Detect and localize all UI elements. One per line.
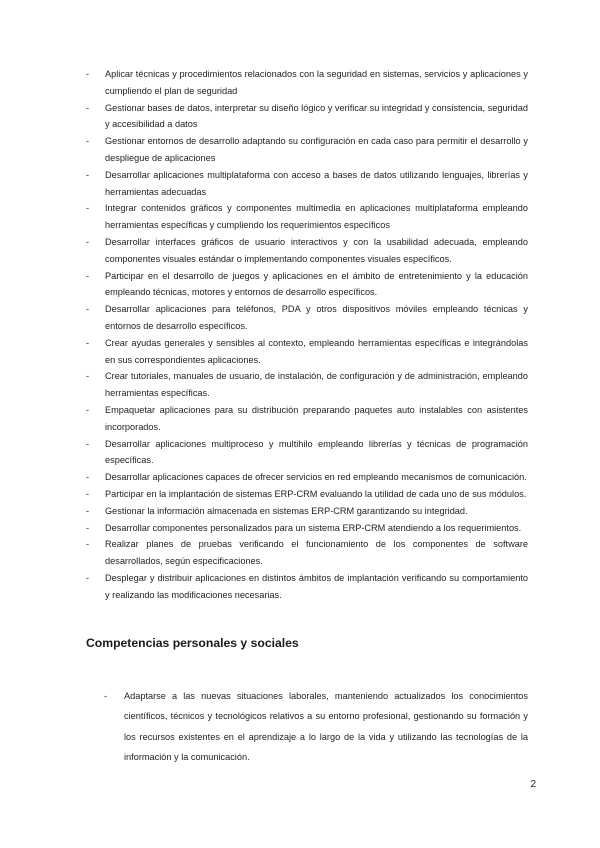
list-item-text: Desarrollar aplicaciones para teléfonos, PDA y otros dispositivos móviles empleando técnicas y entornos de desarrollo específicos. bbox=[105, 304, 528, 331]
list-item-text: Desarrollar aplicaciones capaces de ofrecer servicios en red empleando mecanismos de comunicación. bbox=[105, 472, 527, 483]
list-item bbox=[86, 335, 528, 369]
bullet-dash: - bbox=[86, 572, 90, 583]
bullet-dash: - bbox=[86, 169, 90, 180]
bullet-dash: - bbox=[86, 136, 90, 147]
list-item-text: Desplegar y distribuir aplicaciones en distintos ámbitos de implantación verificando su comportamiento y realizando las modificaciones necesarias. bbox=[105, 572, 528, 600]
bullet-dash: - bbox=[104, 691, 108, 701]
list-item bbox=[86, 536, 528, 570]
list-item bbox=[86, 301, 528, 335]
page-number: 2 bbox=[530, 779, 536, 790]
bullet-dash: - bbox=[86, 102, 90, 113]
list-item-text: Adaptarse a las nuevas situaciones laborales, manteniendo actualizados los conocimientos científicos, técnicos y tecnológicos relativos a su entorno profesional, gestionando su formación y los recursos existentes en el aprendizaje a lo largo de la vida y utilizando las tecnologías de la información y la comunicación. bbox=[124, 691, 528, 762]
list-item-text: Integrar contenidos gráficos y componentes multimedia en aplicaciones multiplataforma empleando herramientas específicas y cumpliendo los requerimientos específicos bbox=[105, 203, 528, 231]
section-heading: Competencias personales y sociales bbox=[86, 636, 299, 650]
bullet-dash: - bbox=[86, 337, 90, 348]
bullet-dash: - bbox=[86, 404, 90, 415]
bullet-dash: - bbox=[86, 522, 90, 533]
list-item bbox=[86, 436, 528, 470]
list-item bbox=[86, 486, 528, 503]
list-item-text: Desarrollar interfaces gráficos de usuario interactivos y con la usabilidad adecuada, empleando componentes visuales estándar o implementando componentes visuales específicos. bbox=[105, 236, 528, 264]
list-item bbox=[86, 520, 528, 537]
bullet-dash: - bbox=[86, 472, 90, 483]
bullet-dash: - bbox=[86, 69, 90, 79]
list-item-text: Desarrollar aplicaciones multiplataforma con acceso a bases de datos utilizando lenguajes, librerías y herramientas adecuadas bbox=[105, 169, 528, 197]
list-item-text: Gestionar bases de datos, interpretar su diseño lógico y verificar su integridad y consistencia, seguridad y accesibilidad a datos bbox=[105, 102, 528, 130]
list-item bbox=[86, 66, 528, 100]
list-item bbox=[86, 200, 528, 234]
list-item-text: Gestionar la información almacenada en sistemas ERP-CRM garantizando su integridad. bbox=[105, 505, 468, 516]
bullet-dash: - bbox=[86, 539, 90, 550]
list-item bbox=[86, 469, 528, 486]
list-item bbox=[86, 100, 528, 134]
bullet-dash: - bbox=[86, 236, 90, 247]
list-item-text: Desarrollar componentes personalizados para un sistema ERP-CRM atendiendo a los requerimientos. bbox=[105, 522, 522, 533]
list-item-text: Desarrollar aplicaciones multiproceso y multihilo empleando librerías y técnicas de programación específicas. bbox=[105, 438, 528, 466]
bullet-dash: - bbox=[86, 270, 90, 281]
bullet-dash: - bbox=[86, 304, 90, 315]
list-item bbox=[86, 570, 528, 604]
list-item-text: Aplicar técnicas y procedimientos relacionados con la seguridad en sistemas, servicios y aplicaciones y cumpliendo el plan de seguridad bbox=[105, 69, 528, 96]
technical-competencies-list bbox=[86, 66, 528, 604]
list-item bbox=[104, 686, 528, 767]
bullet-dash: - bbox=[86, 203, 90, 214]
bullet-dash: - bbox=[86, 505, 90, 516]
list-item bbox=[86, 268, 528, 302]
list-item bbox=[86, 167, 528, 201]
list-item-text: Gestionar entornos de desarrollo adaptando su configuración en cada caso para permitir el desarrollo y despliegue de aplicaciones bbox=[105, 136, 528, 163]
list-item-text: Realizar planes de pruebas verificando el funcionamiento de los componentes de software desarrollados, según especificaciones. bbox=[105, 539, 528, 567]
list-item bbox=[86, 234, 528, 268]
list-item-text: Empaquetar aplicaciones para su distribución preparando paquetes auto instalables con asistentes incorporados. bbox=[105, 404, 528, 432]
list-item bbox=[86, 133, 528, 167]
bullet-dash: - bbox=[86, 371, 90, 382]
bullet-dash: - bbox=[86, 438, 90, 449]
list-item-text: Participar en la implantación de sistemas ERP-CRM evaluando la utilidad de cada uno de sus módulos. bbox=[105, 488, 527, 499]
list-item bbox=[86, 503, 528, 520]
personal-competencies-list bbox=[104, 686, 528, 767]
list-item bbox=[86, 402, 528, 436]
list-item-text: Crear ayudas generales y sensibles al contexto, empleando herramientas específicas e integrándolas en sus correspondientes aplicaciones. bbox=[105, 337, 528, 365]
list-item bbox=[86, 368, 528, 402]
bullet-dash: - bbox=[86, 488, 90, 499]
list-item-text: Crear tutoriales, manuales de usuario, de instalación, de configuración y de administración, empleando herramientas específicas. bbox=[105, 371, 528, 399]
list-item-text: Participar en el desarrollo de juegos y aplicaciones en el ámbito de entretenimiento y la educación empleando técnicas, motores y entornos de desarrollo específicos. bbox=[105, 270, 528, 298]
